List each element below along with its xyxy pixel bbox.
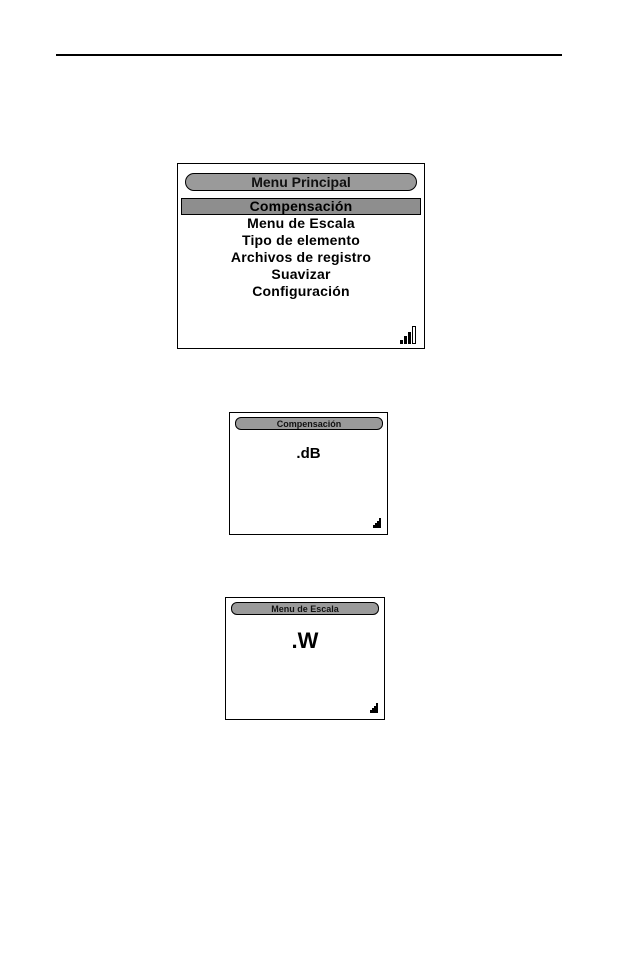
main-menu-list — [178, 198, 424, 300]
main-menu-title: Menu Principal — [185, 173, 417, 191]
compensation-value: .dB — [296, 445, 321, 462]
menu-item-menu-de-escala[interactable]: Menu de Escala — [247, 215, 355, 231]
menu-item-compensacion[interactable]: Compensación — [181, 198, 421, 215]
signal-strength-icon — [400, 326, 416, 344]
compensation-title: Compensación — [235, 417, 383, 430]
signal-strength-icon — [373, 518, 381, 528]
menu-item-configuracion[interactable]: Configuración — [252, 283, 350, 299]
menu-item-tipo-de-elemento[interactable]: Tipo de elemento — [241, 232, 361, 248]
top-rule — [56, 54, 562, 56]
scale-menu-screen — [225, 597, 385, 720]
scale-menu-title: Menu de Escala — [231, 602, 379, 615]
menu-item-suavizar[interactable]: Suavizar — [271, 266, 331, 282]
scale-value: .W — [291, 628, 319, 653]
menu-item-archivos-de-registro[interactable]: Archivos de registro — [230, 249, 372, 265]
compensation-screen — [229, 412, 388, 535]
signal-strength-icon — [370, 703, 378, 713]
main-menu-screen — [177, 163, 425, 349]
